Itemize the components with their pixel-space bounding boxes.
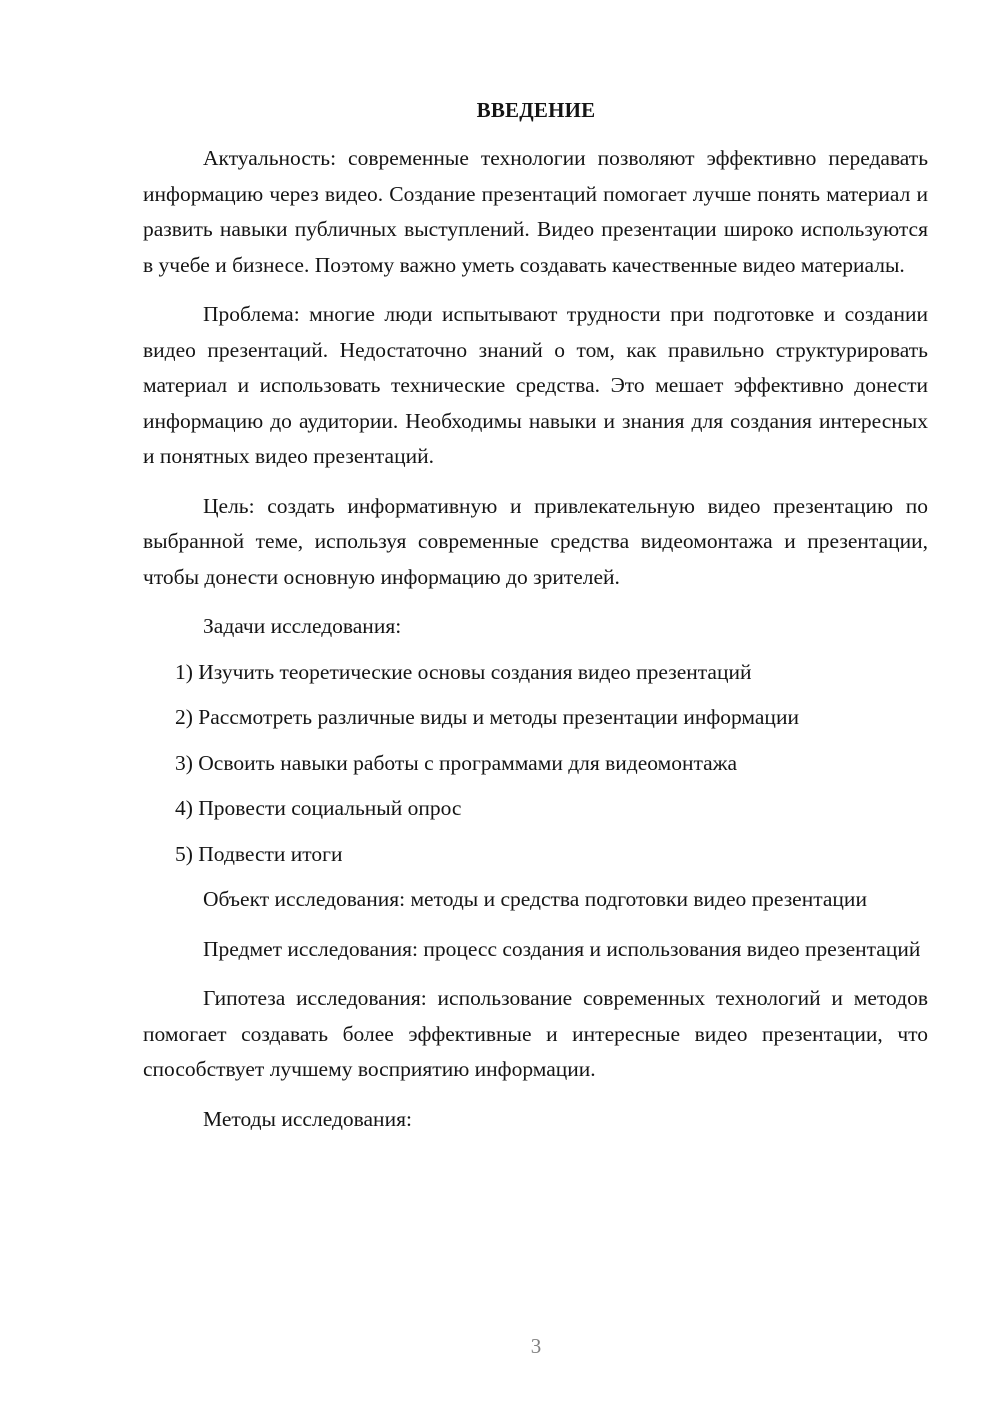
paragraph-object: Объект исследования: методы и средства подготовки видео презентации bbox=[203, 887, 867, 911]
list-item: 2) Рассмотреть различные виды и методы презентации информации bbox=[175, 705, 799, 729]
paragraph-tasks-lead: Задачи исследования: bbox=[203, 614, 402, 638]
paragraph-goal: Цель: создать информативную и привлекательную видео презентацию по выбранной теме, используя современные средства видеомонтажа и презентации, чтобы донести основную информацию до зрителей. bbox=[143, 493, 928, 589]
list-item: 3) Освоить навыки работы с программами для видеомонтажа bbox=[175, 750, 738, 775]
paragraph-problem: Проблема: многие люди испытывают трудности при подготовке и создании видео презентаций. Недостаточно знаний о том, как правильно структурировать материал и использовать технические средства. Это мешает эффективно донести информацию до аудитории. Необходимы навыки и знания для создания интересных и понятных видео презентаций. bbox=[143, 302, 928, 468]
list-item: 1) Изучить теоретические основы создания видео презентаций bbox=[175, 659, 752, 684]
page-number: 3 bbox=[530, 1334, 542, 1358]
tasks-list bbox=[143, 655, 928, 873]
page-title: ВВЕДЕНИЕ bbox=[476, 98, 596, 122]
paragraph-methods-lead: Методы исследования: bbox=[203, 1106, 412, 1131]
paragraph-hypothesis: Гипотеза исследования: использование современных технологий и методов помогает создавать более эффективные и интересные видео презентации, что способствует лучшему восприятию информации. bbox=[143, 986, 928, 1081]
document-body bbox=[143, 141, 928, 1151]
list-item: 4) Провести социальный опрос bbox=[175, 796, 462, 820]
paragraph-relevance: Актуальность: современные технологии позволяют эффективно передавать информацию через видео. Создание презентаций помогает лучше понять материал и развить навыки публичных выступлений. Видео презентации широко используются в учебе и бизнесе. Поэтому важно уметь создавать качественные видео материалы. bbox=[143, 146, 928, 277]
paragraph-subject: Предмет исследования: процесс создания и использования видео презентаций bbox=[203, 936, 921, 961]
list-item: 5) Подвести итоги bbox=[175, 841, 343, 866]
